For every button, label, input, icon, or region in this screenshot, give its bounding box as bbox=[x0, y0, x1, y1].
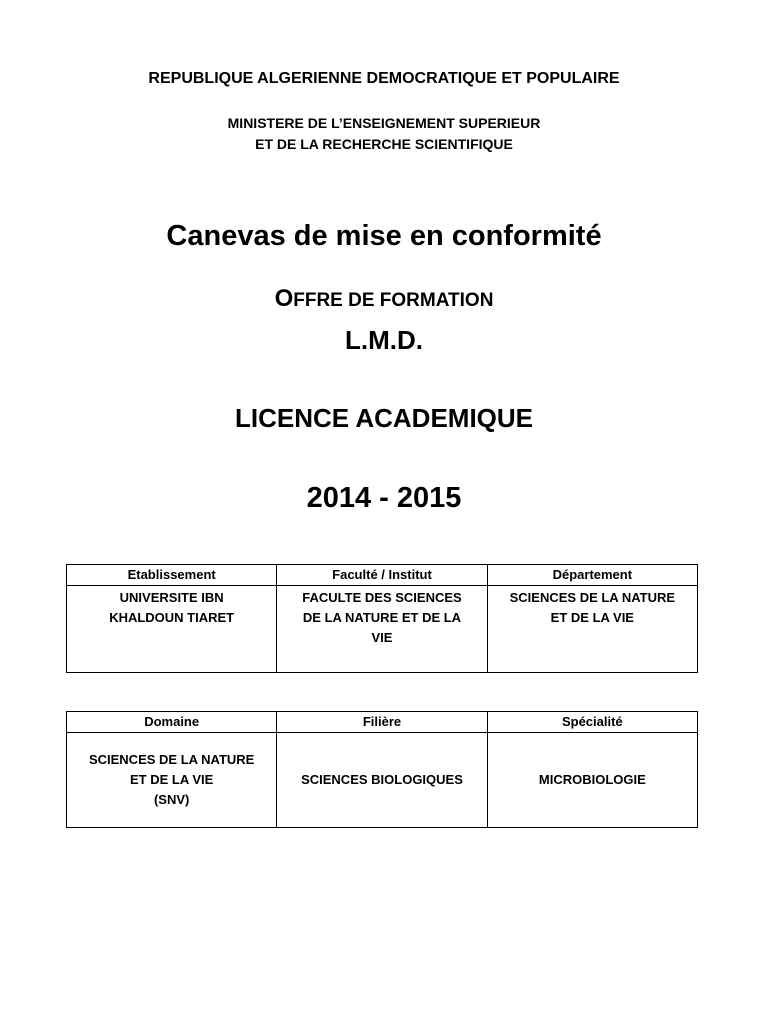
lmd-heading: L.M.D. bbox=[345, 325, 423, 355]
header-domaine: Domaine bbox=[67, 712, 277, 733]
licence-heading: LICENCE ACADEMIQUE bbox=[234, 403, 534, 433]
document-title: Canevas de mise en conformité bbox=[166, 220, 602, 252]
domain-table bbox=[66, 711, 698, 828]
header-filiere: Filière bbox=[277, 712, 487, 733]
cell-specialite-text: MICROBIOLOGIE bbox=[538, 772, 646, 787]
academic-years: 2014 - 2015 bbox=[306, 482, 462, 514]
cell-etablissement-text: UNIVERSITE IBN KHALDOUN TIARET bbox=[109, 590, 235, 625]
republic-heading: REPUBLIQUE ALGERIENNE DEMOCRATIQUE ET POPULAIRE bbox=[148, 70, 620, 87]
ministry-line-1: MINISTERE DE L’ENSEIGNEMENT SUPERIEUR bbox=[227, 115, 541, 131]
offre-rest: FFRE DE FORMATION bbox=[293, 290, 494, 311]
table-row bbox=[67, 586, 698, 673]
cell-faculte bbox=[277, 586, 487, 673]
offre-heading bbox=[0, 285, 768, 313]
cell-domaine bbox=[67, 733, 277, 828]
cell-faculte-text: FACULTE DES SCIENCES DE LA NATURE ET DE LA VIE bbox=[302, 590, 462, 645]
offre-first-letter: O bbox=[274, 285, 294, 312]
cell-departement-text: SCIENCES DE LA NATURE ET DE LA VIE bbox=[509, 590, 676, 625]
cell-departement bbox=[487, 586, 697, 673]
table-header-row bbox=[67, 565, 698, 586]
header-specialite: Spécialité bbox=[487, 712, 697, 733]
ministry-line-2: ET DE LA RECHERCHE SCIENTIFIQUE bbox=[255, 136, 513, 152]
cell-filiere bbox=[277, 733, 487, 828]
header-faculte: Faculté / Institut bbox=[277, 565, 487, 586]
table-row bbox=[67, 733, 698, 828]
cell-specialite bbox=[487, 733, 697, 828]
cell-etablissement bbox=[67, 586, 277, 673]
header-etablissement: Etablissement bbox=[67, 565, 277, 586]
establishment-table bbox=[66, 564, 698, 673]
header-departement: Département bbox=[487, 565, 697, 586]
cell-domaine-text: SCIENCES DE LA NATURE ET DE LA VIE (SNV) bbox=[88, 752, 255, 807]
table-header-row bbox=[67, 712, 698, 733]
cell-filiere-text: SCIENCES BIOLOGIQUES bbox=[301, 772, 463, 787]
